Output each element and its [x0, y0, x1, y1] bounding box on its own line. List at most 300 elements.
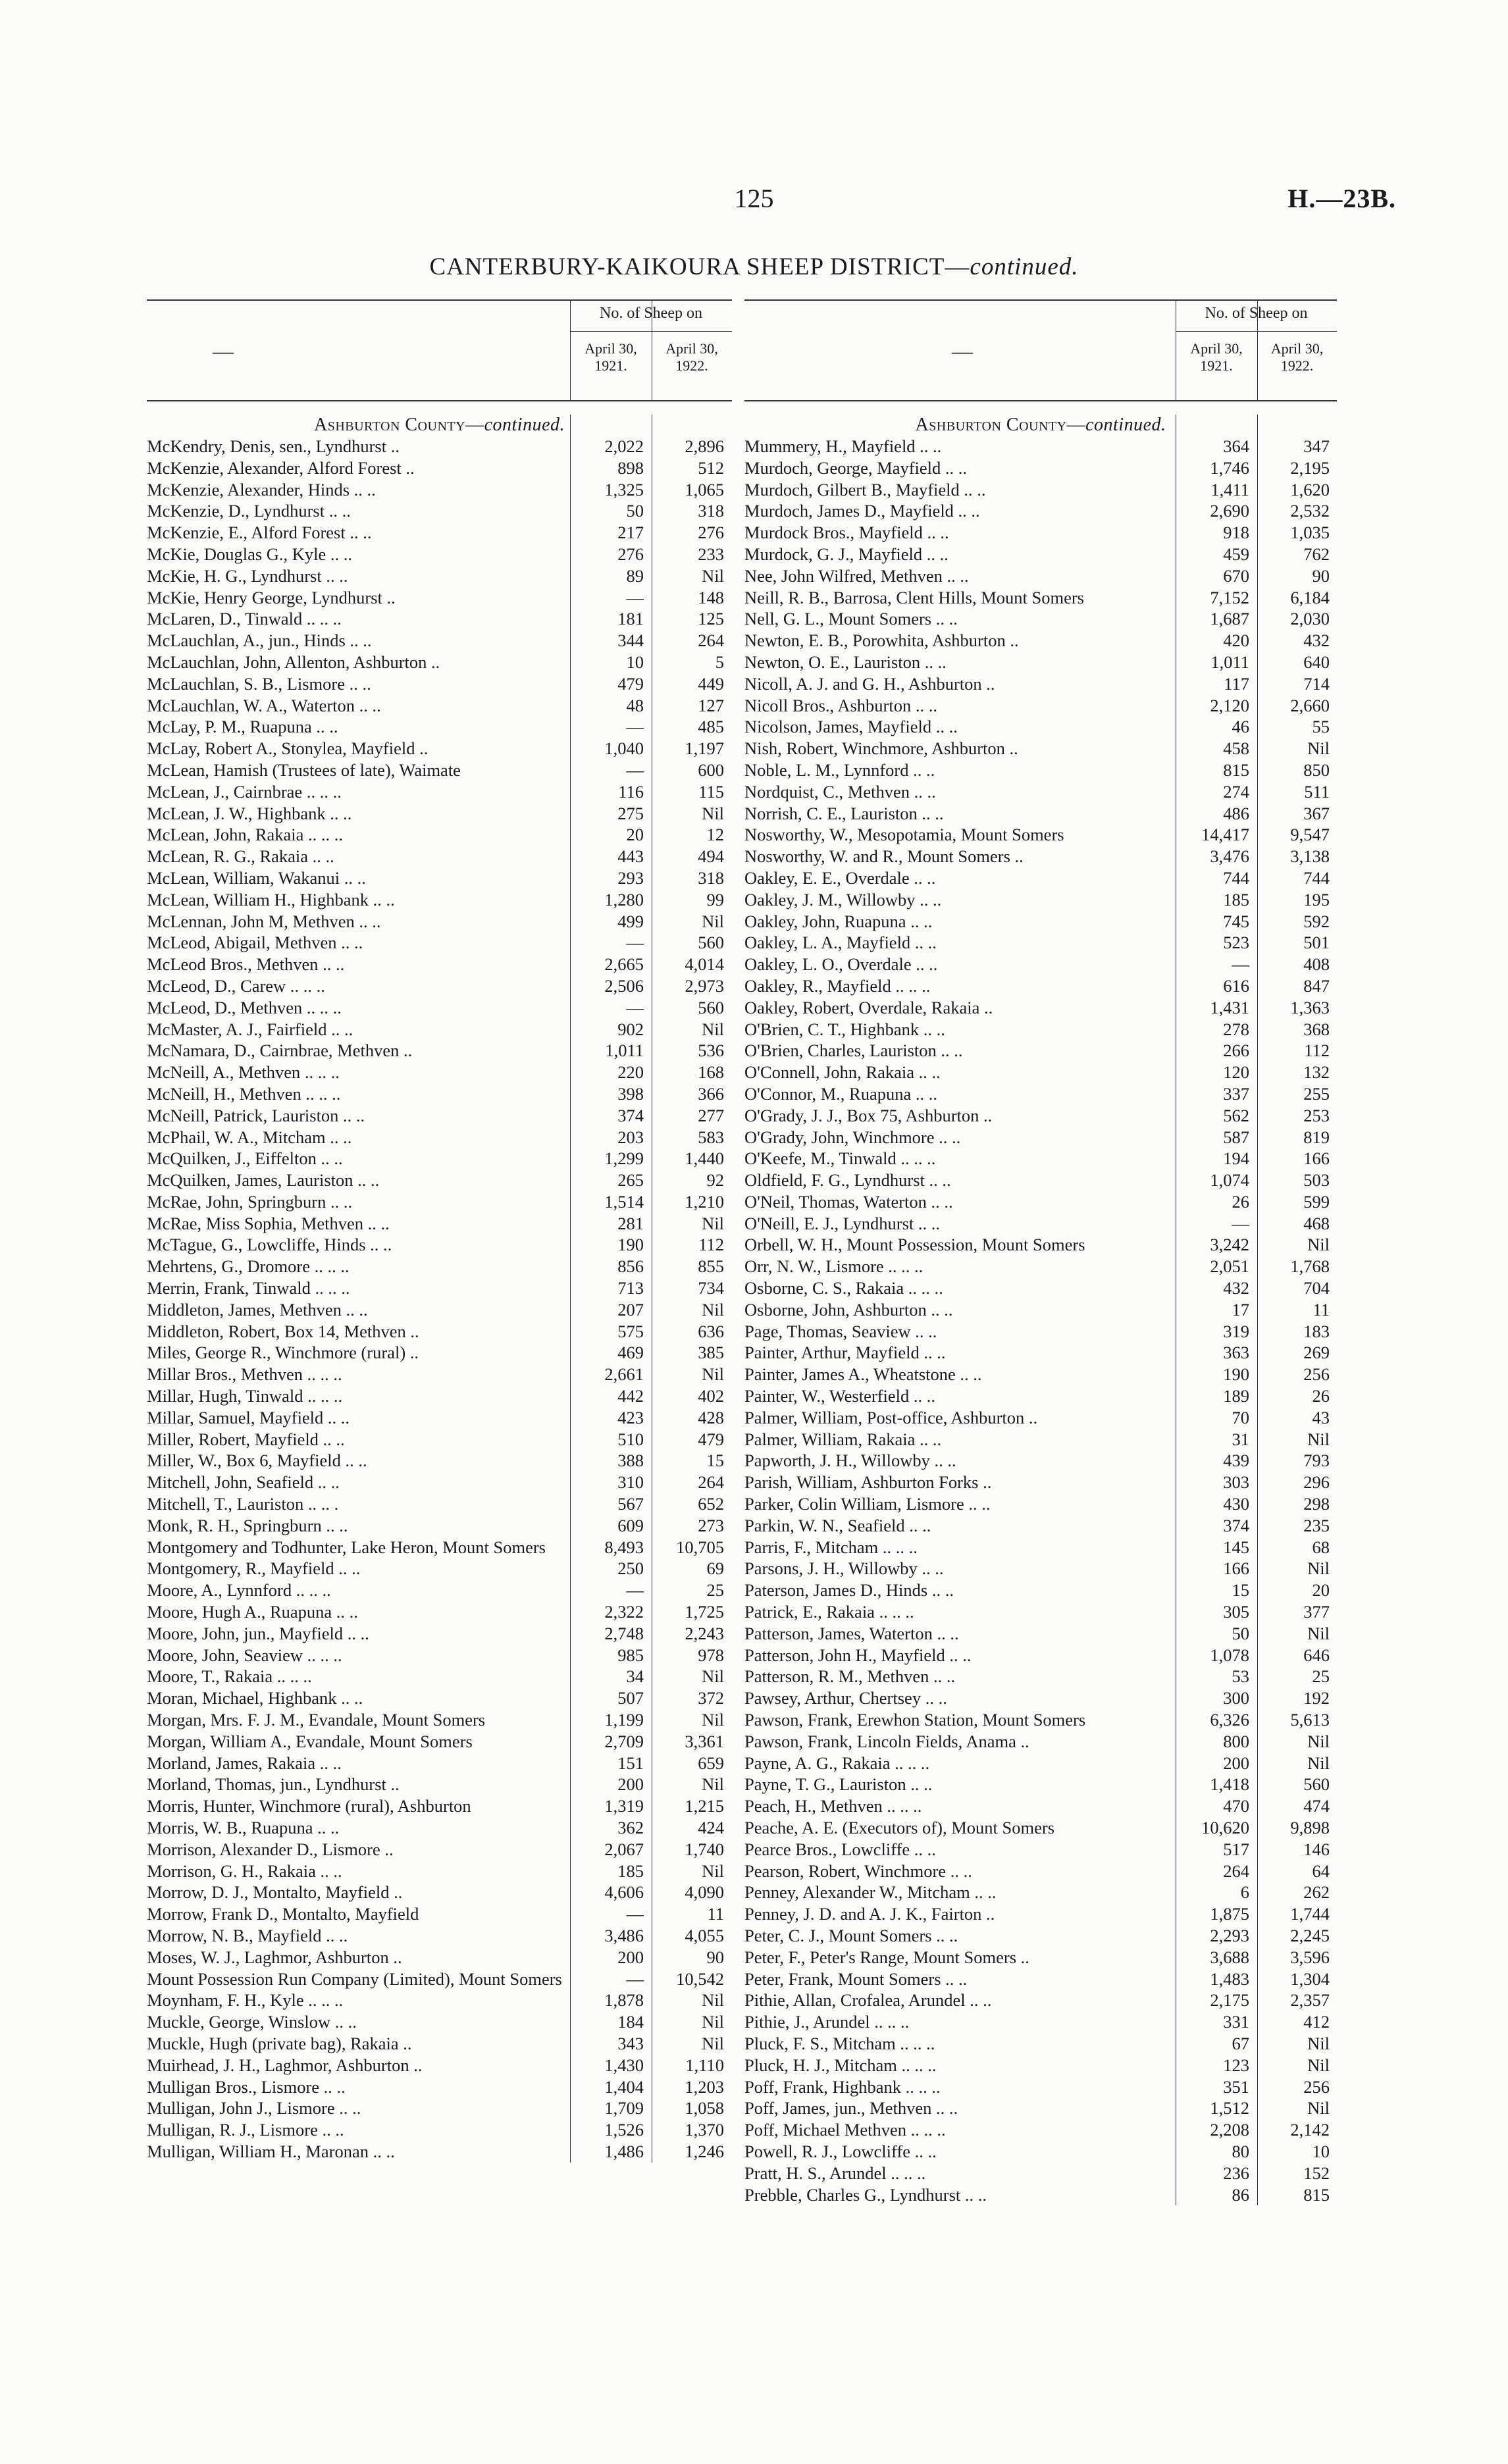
- holder-name: Muckle, Hugh (private bag), Rakaia ..: [147, 2033, 412, 2053]
- sheep-1922: 25: [1312, 1666, 1330, 1687]
- holder-name: O'Brien, Charles, Lauriston .. ..: [744, 1040, 963, 1061]
- holder-name: McLauchlan, S. B., Lismore .. ..: [147, 673, 371, 694]
- table-row: [744, 1601, 1337, 1623]
- holder-name: McLean, William, Wakanui .. ..: [147, 867, 366, 888]
- holder-name: McLauchlan, A., jun., Hinds .. ..: [147, 630, 372, 651]
- table-row: [744, 1450, 1337, 1472]
- sheep-1922: 233: [698, 544, 724, 564]
- sheep-1921: 10,620: [1201, 1818, 1249, 1837]
- table-row: [744, 522, 1337, 544]
- holder-name: McLennan, John M, Methven .. ..: [147, 911, 381, 931]
- holder-name: Miller, W., Box 6, Mayfield .. ..: [147, 1450, 367, 1471]
- holder-name: Murdoch, James D., Mayfield .. ..: [744, 501, 980, 521]
- holder-name: O'Brien, C. T., Highbank .. ..: [744, 1019, 945, 1039]
- sheep-1922: 2,195: [1290, 457, 1330, 478]
- holder-name: Palmer, William, Rakaia .. ..: [744, 1429, 942, 1449]
- holder-name: O'Connell, John, Rakaia .. ..: [744, 1062, 941, 1083]
- sheep-1921: 14,417: [1201, 825, 1249, 845]
- table-row: [744, 1407, 1337, 1429]
- sheep-1922: 640: [1303, 652, 1330, 672]
- sheep-1922: 296: [1303, 1472, 1330, 1493]
- sheep-1922: 408: [1303, 954, 1330, 975]
- sheep-1922: 4,090: [685, 1882, 724, 1903]
- sheep-1921: 331: [1223, 2012, 1249, 2032]
- sheep-1922: 148: [698, 587, 724, 607]
- holder-name: Moran, Michael, Highbank .. ..: [147, 1688, 363, 1708]
- county-heading: Ashburton County—continued.: [313, 415, 565, 435]
- sheep-1921: 1,404: [604, 2076, 644, 2097]
- holder-name: McLean, Hamish (Trustees of late), Waimate: [147, 759, 461, 780]
- table-row: [744, 1989, 1337, 2011]
- table-row: [147, 846, 732, 867]
- sheep-1922: 264: [698, 1472, 724, 1493]
- sheep-1922: 372: [698, 1688, 724, 1708]
- sheep-1921: 181: [617, 609, 644, 629]
- holder-name: McTague, G., Lowcliffe, Hinds .. ..: [147, 1235, 392, 1255]
- sheep-1922: 10,542: [676, 1968, 724, 1989]
- holder-name: Morrison, G. H., Rakaia .. ..: [147, 1861, 342, 1881]
- sheep-1921: 123: [1223, 2055, 1249, 2075]
- table-row: [744, 911, 1337, 933]
- sheep-1921: 898: [617, 457, 644, 478]
- holder-name: Moses, W. J., Laghmor, Ashburton ..: [147, 1947, 402, 1967]
- table-row: [744, 2119, 1337, 2141]
- table-row: [147, 1709, 732, 1731]
- table-row: [147, 1731, 732, 1753]
- table-row: [147, 1537, 732, 1558]
- sheep-1921: 1,746: [1210, 457, 1249, 478]
- sheep-1921: 344: [617, 630, 644, 651]
- table-row: [147, 2097, 732, 2119]
- sheep-1922: 152: [1303, 2163, 1330, 2183]
- sheep-1922: 1,740: [685, 1839, 724, 1859]
- sheep-1921: 2,748: [604, 1623, 644, 1643]
- sheep-1921: 2,293: [1210, 1925, 1249, 1945]
- table-row: [147, 630, 732, 652]
- sheep-1922: 55: [1312, 717, 1330, 737]
- table-row: [147, 1148, 732, 1169]
- table-row: [147, 500, 732, 522]
- sheep-1922: 599: [1303, 1191, 1330, 1212]
- sheep-1922: 855: [698, 1256, 724, 1277]
- holder-name: Pawsey, Arthur, Chertsey .. ..: [744, 1688, 947, 1708]
- holder-name: Muirhead, J. H., Laghmor, Ashburton ..: [147, 2055, 423, 2075]
- sheep-1921: 276: [617, 544, 644, 564]
- table-row: [147, 1256, 732, 1277]
- sheep-1922: 762: [1303, 544, 1330, 564]
- sheep-1922: 146: [1303, 1839, 1330, 1859]
- sheep-1922: 2,660: [1290, 695, 1330, 715]
- left-rows: [147, 436, 732, 2163]
- table-row: [744, 1558, 1337, 1579]
- sheep-1922: 1,304: [1290, 1968, 1330, 1989]
- sheep-1921: 278: [1223, 1019, 1249, 1039]
- table-row: [744, 1148, 1337, 1169]
- sheep-1921: 2,051: [1210, 1256, 1249, 1277]
- holder-name: McLean, John, Rakaia .. .. ..: [147, 825, 344, 845]
- holder-name: McKendry, Denis, sen., Lyndhurst ..: [147, 436, 400, 456]
- sheep-1922: Nil: [702, 2012, 724, 2032]
- sheep-1922: 192: [1303, 1688, 1330, 1708]
- sheep-1921: 1,411: [1210, 479, 1249, 500]
- holder-name: Miles, George R., Winchmore (rural) ..: [147, 1343, 419, 1363]
- sheep-1922: 115: [698, 781, 724, 802]
- sheep-1921: 305: [1223, 1602, 1249, 1622]
- sheep-1922: 485: [698, 717, 724, 737]
- holder-name: Morrow, D. J., Montalto, Mayfield ..: [147, 1882, 403, 1903]
- table-row: [147, 954, 732, 975]
- sheep-1922: 11: [1313, 1299, 1330, 1320]
- sheep-1922: 253: [1303, 1105, 1330, 1125]
- sheep-1921: 430: [1223, 1494, 1249, 1514]
- sheep-1922: 318: [698, 501, 724, 521]
- table-row: [147, 1515, 732, 1537]
- sheep-1921: 670: [1223, 565, 1249, 586]
- holder-name: Patrick, E., Rakaia .. .. ..: [744, 1602, 914, 1622]
- sheep-1921: 374: [1223, 1515, 1249, 1535]
- sheep-1922: Nil: [702, 565, 724, 586]
- sheep-1921: 50: [626, 501, 644, 521]
- sheep-1922: 1,058: [685, 2098, 724, 2118]
- holder-name: Murdoch, Gilbert B., Mayfield .. ..: [744, 479, 986, 500]
- sheep-1921: 2,709: [604, 1731, 644, 1751]
- holder-name: McKenzie, Alexander, Hinds .. ..: [147, 479, 376, 500]
- sheep-1921: 575: [617, 1321, 644, 1341]
- sheep-1921: 1,431: [1210, 997, 1249, 1017]
- sheep-1921: 1,486: [604, 2141, 644, 2161]
- sheep-1921: 1,011: [605, 1040, 644, 1061]
- table-row: [744, 1321, 1337, 1343]
- table-row: [744, 1385, 1337, 1407]
- holder-name: Pearce Bros., Lowcliffe .. ..: [744, 1839, 936, 1859]
- sheep-1921: 200: [617, 1947, 644, 1967]
- table-row: [147, 1687, 732, 1709]
- sheep-1922: Nil: [1307, 1731, 1330, 1751]
- sheep-1921: 116: [618, 781, 644, 802]
- holder-name: Murdock Bros., Mayfield .. ..: [744, 523, 949, 543]
- sheep-1922: 3,138: [1290, 846, 1330, 867]
- sheep-1921: 1,687: [1210, 609, 1249, 629]
- table-row: [147, 1040, 732, 1062]
- table-row: [147, 867, 732, 889]
- holder-name: Murdoch, George, Mayfield .. ..: [744, 457, 968, 478]
- sheep-1922: 1,725: [685, 1602, 724, 1622]
- sheep-1922: 92: [706, 1170, 724, 1191]
- table-row: [744, 1645, 1337, 1666]
- sheep-1922: 3,361: [685, 1731, 724, 1751]
- table-row: [744, 716, 1337, 738]
- holder-name: McLauchlan, John, Allenton, Ashburton ..: [147, 652, 440, 672]
- table-row: [744, 1753, 1337, 1774]
- table-row: [744, 824, 1337, 846]
- table-row: [147, 759, 732, 781]
- sheep-1922: Nil: [702, 1861, 724, 1881]
- sheep-1922: 276: [698, 523, 724, 543]
- sheep-1922: Nil: [1307, 738, 1330, 759]
- sheep-1921: —: [626, 1904, 644, 1924]
- sheep-1921: 34: [626, 1666, 644, 1687]
- table-row: [147, 1925, 732, 1947]
- holder-name: Mount Possession Run Company (Limited), Mount Somers: [147, 1968, 562, 1989]
- sheep-1922: 503: [1303, 1170, 1330, 1191]
- table-row: [744, 630, 1337, 652]
- sheep-1922: 298: [1303, 1494, 1330, 1514]
- page-number: 125: [734, 184, 774, 213]
- table-row: [744, 1127, 1337, 1148]
- sheep-1921: 2,322: [604, 1602, 644, 1622]
- sheep-1922: Nil: [702, 803, 724, 823]
- sheep-1922: 512: [698, 457, 724, 478]
- holder-name: McLeod, Abigail, Methven .. ..: [147, 933, 363, 953]
- sheep-1921: 507: [617, 1688, 644, 1708]
- holder-name: Oakley, L. A., Mayfield .. ..: [744, 933, 937, 953]
- holder-name: Parkin, W. N., Seafield .. ..: [744, 1515, 931, 1535]
- sheep-1921: 902: [617, 1019, 644, 1039]
- holder-name: Montgomery and Todhunter, Lake Heron, Mount Somers: [147, 1537, 546, 1557]
- sheep-1921: 8,493: [604, 1537, 644, 1557]
- sheep-1921: 443: [617, 846, 644, 867]
- holder-name: Morland, Thomas, jun., Lyndhurst ..: [147, 1774, 400, 1795]
- holder-name: Millar Bros., Methven .. .. ..: [147, 1364, 342, 1385]
- right-table-body: [744, 415, 1337, 2205]
- holder-name: Pithie, Allan, Crofalea, Arundel .. ..: [744, 1990, 992, 2011]
- holder-name: McLeod, D., Methven .. .. ..: [147, 997, 342, 1017]
- sheep-1922: 15: [706, 1450, 724, 1471]
- sheep-1922: 68: [1312, 1537, 1330, 1557]
- table-row: [744, 1795, 1337, 1817]
- sheep-1921: 6,326: [1210, 1710, 1249, 1730]
- sheep-1921: 1,526: [604, 2120, 644, 2140]
- sheep-1921: 31: [1232, 1429, 1249, 1449]
- sheep-1921: 67: [1232, 2033, 1249, 2053]
- sheep-1922: 10,705: [676, 1537, 724, 1557]
- holder-name: Nicolson, James, Mayfield .. ..: [744, 717, 958, 737]
- sheep-1922: Nil: [1307, 2055, 1330, 2075]
- sheep-1921: 343: [617, 2033, 644, 2053]
- table-row: [147, 1191, 732, 1213]
- sheep-1922: 646: [1303, 1645, 1330, 1665]
- holder-name: McLeod Bros., Methven .. ..: [147, 954, 345, 975]
- table-row: [744, 1277, 1337, 1299]
- table-row: [744, 479, 1337, 501]
- sheep-1921: 220: [617, 1062, 644, 1083]
- right-table: [744, 299, 1337, 2205]
- right-table-header: [744, 299, 1337, 401]
- county-heading: Ashburton County—continued.: [915, 415, 1166, 435]
- table-row: [147, 1450, 732, 1472]
- table-row: [744, 1040, 1337, 1062]
- holder-name: Moore, A., Lynnford .. .. ..: [147, 1580, 331, 1601]
- table-row: [744, 1861, 1337, 1882]
- sheep-1922: 4,014: [685, 954, 724, 975]
- sheep-1921: 300: [1223, 1688, 1249, 1708]
- holder-name: Painter, James A., Wheatstone .. ..: [744, 1364, 982, 1385]
- table-row: [147, 2033, 732, 2055]
- sheep-1922: 2,245: [1290, 1925, 1330, 1945]
- holder-name: McKenzie, Alexander, Alford Forest ..: [147, 457, 415, 478]
- table-row: [147, 1234, 732, 1256]
- table-row: [147, 911, 732, 933]
- sheep-1921: 1,319: [604, 1796, 644, 1816]
- holder-name: McNeill, A., Methven .. .. ..: [147, 1062, 340, 1083]
- table-row: [147, 479, 732, 501]
- sheep-1922: 1,363: [1290, 997, 1330, 1017]
- table-row: [744, 1515, 1337, 1537]
- sheep-1922: Nil: [702, 1019, 724, 1039]
- table-row: [744, 1256, 1337, 1277]
- sheep-1922: 269: [1303, 1343, 1330, 1363]
- sheep-1922: 424: [698, 1818, 724, 1837]
- sheep-1921: 486: [1223, 803, 1249, 823]
- holder-name: Oakley, Robert, Overdale, Rakaia ..: [744, 997, 993, 1017]
- sheep-1922: 2,142: [1290, 2120, 1330, 2140]
- sheep-1922: 449: [698, 673, 724, 694]
- holder-name: McRae, Miss Sophia, Methven .. ..: [147, 1213, 390, 1233]
- sheep-1922: 714: [1303, 673, 1330, 694]
- table-row: [744, 932, 1337, 954]
- table-row: [147, 1839, 732, 1861]
- sheep-1922: 368: [1303, 1019, 1330, 1039]
- sheep-1922: Nil: [1307, 1623, 1330, 1643]
- holder-name: Orbell, W. H., Mount Possession, Mount Somers: [744, 1235, 1085, 1255]
- sheep-1921: —: [626, 997, 644, 1017]
- sheep-1922: 5,613: [1290, 1710, 1330, 1730]
- table-row: [147, 1429, 732, 1450]
- sheep-1922: 127: [698, 695, 724, 715]
- holder-name: McNeill, H., Methven .. .. ..: [147, 1083, 341, 1104]
- sheep-1921: 190: [1223, 1364, 1249, 1385]
- holder-name: Mulligan Bros., Lismore .. ..: [147, 2076, 346, 2097]
- table-row: [744, 1493, 1337, 1515]
- holder-name: McLauchlan, W. A., Waterton .. ..: [147, 695, 381, 715]
- table-row: [744, 1364, 1337, 1385]
- table-row: [744, 889, 1337, 911]
- sheep-1922: 412: [1303, 2012, 1330, 2032]
- sheep-1922: 10: [1312, 2141, 1330, 2161]
- holder-name: McKenzie, D., Lyndhurst .. ..: [147, 501, 351, 521]
- table-row: [147, 1493, 732, 1515]
- sheep-1922: 112: [698, 1235, 724, 1255]
- table-row: [147, 1364, 732, 1385]
- sheep-1921: —: [1232, 1213, 1249, 1233]
- table-row: [147, 1579, 732, 1601]
- holder-name: Newton, E. B., Porowhita, Ashburton ..: [744, 630, 1019, 651]
- holder-name: Moore, John, Seaview .. .. ..: [147, 1645, 342, 1665]
- holder-name: Parris, F., Mitcham .. .. ..: [744, 1537, 918, 1557]
- table-row: [147, 544, 732, 565]
- title-continued: continued.: [970, 253, 1079, 280]
- sheep-1921: 207: [617, 1299, 644, 1320]
- table-row: [147, 436, 732, 457]
- table-row: [744, 1213, 1337, 1235]
- sheep-1921: 6: [1240, 1882, 1249, 1903]
- sheep-1922: 1,197: [685, 738, 724, 759]
- holder-name: O'Grady, John, Winchmore .. ..: [744, 1127, 961, 1147]
- sheep-1921: 266: [1223, 1040, 1249, 1061]
- holder-name: McMaster, A. J., Fairfield .. ..: [147, 1019, 353, 1039]
- holder-name: Nicoll, A. J. and G. H., Ashburton ..: [744, 673, 995, 694]
- holder-name: Patterson, R. M., Methven .. ..: [744, 1666, 956, 1687]
- right-rows: [744, 436, 1337, 2205]
- sheep-1922: 183: [1303, 1321, 1330, 1341]
- page-title: [0, 253, 1508, 281]
- table-row: [147, 1019, 732, 1040]
- sheep-1921: 3,688: [1210, 1947, 1249, 1967]
- table-row: [744, 1537, 1337, 1558]
- sheep-1922: 501: [1303, 933, 1330, 953]
- sheep-1921: 184: [617, 2012, 644, 2032]
- sheep-1922: 2,532: [1290, 501, 1330, 521]
- holder-name: McNamara, D., Cairnbrae, Methven ..: [147, 1040, 413, 1061]
- table-row: [147, 1385, 732, 1407]
- holder-name: Moore, John, jun., Mayfield .. ..: [147, 1623, 369, 1643]
- holder-name: McLean, J., Cairnbrae .. .. ..: [147, 781, 342, 802]
- sheep-1922: 600: [698, 759, 724, 780]
- holder-name: Nee, John Wilfred, Methven .. ..: [744, 565, 969, 586]
- sheep-1921: 337: [1223, 1083, 1249, 1104]
- sheep-1921: 985: [617, 1645, 644, 1665]
- holder-name: Morrison, Alexander D., Lismore ..: [147, 1839, 394, 1859]
- sheep-1922: Nil: [702, 1710, 724, 1730]
- table-row: [147, 1062, 732, 1083]
- holder-name: Millar, Samuel, Mayfield .. ..: [147, 1407, 350, 1427]
- col-1922-header: April 30, 1922.: [1270, 340, 1324, 374]
- sheep-1922: 560: [1303, 1774, 1330, 1795]
- table-row: [147, 1299, 732, 1321]
- holder-name: Payne, A. G., Rakaia .. .. ..: [744, 1753, 930, 1773]
- table-row: [147, 1277, 732, 1299]
- sheep-1922: 347: [1303, 436, 1330, 456]
- table-row: [147, 2055, 732, 2076]
- sheep-1922: 793: [1303, 1450, 1330, 1471]
- sheep-1922: 12: [706, 825, 724, 845]
- sheep-1921: 2,208: [1210, 2120, 1249, 2140]
- sheep-1921: 1,514: [604, 1191, 644, 1212]
- sheep-1921: 120: [1223, 1062, 1249, 1083]
- sheep-1921: 86: [1232, 2184, 1249, 2205]
- table-row: [744, 2097, 1337, 2119]
- sheep-1921: 398: [617, 1083, 644, 1104]
- sheep-1921: 1,299: [604, 1148, 644, 1169]
- holder-name: Mehrtens, G., Dromore .. .. ..: [147, 1256, 350, 1277]
- table-row: [147, 1989, 732, 2011]
- holder-name: Poff, Frank, Highbank .. .. ..: [744, 2076, 941, 2097]
- table-row: [147, 673, 732, 695]
- sheep-1922: 25: [706, 1580, 724, 1601]
- sheep-1922: 166: [1303, 1148, 1330, 1169]
- sheep-1921: 17: [1232, 1299, 1249, 1320]
- table-row: [147, 1947, 732, 1968]
- sheep-1922: 367: [1303, 803, 1330, 823]
- table-row: [744, 1019, 1337, 1040]
- holder-name: McNeill, Patrick, Lauriston .. ..: [147, 1105, 365, 1125]
- holder-name: McQuilken, James, Lauriston .. ..: [147, 1170, 380, 1191]
- sheep-1921: 117: [1224, 673, 1249, 694]
- sheep-1921: 351: [1223, 2076, 1249, 2097]
- holder-name: McKenzie, E., Alford Forest .. ..: [147, 523, 372, 543]
- table-row: [147, 1666, 732, 1687]
- sheep-1922: 3,596: [1290, 1947, 1330, 1967]
- sheep-1922: 815: [1303, 2184, 1330, 2205]
- sheep-1921: 3,476: [1210, 846, 1249, 867]
- sheep-1922: 819: [1303, 1127, 1330, 1147]
- table-row: [744, 803, 1337, 825]
- sheep-1922: 273: [698, 1515, 724, 1535]
- sheep-1921: 151: [617, 1753, 644, 1773]
- sheep-1922: 1,768: [1290, 1256, 1330, 1277]
- sheep-1921: 1,418: [1210, 1774, 1249, 1795]
- table-row: [147, 522, 732, 544]
